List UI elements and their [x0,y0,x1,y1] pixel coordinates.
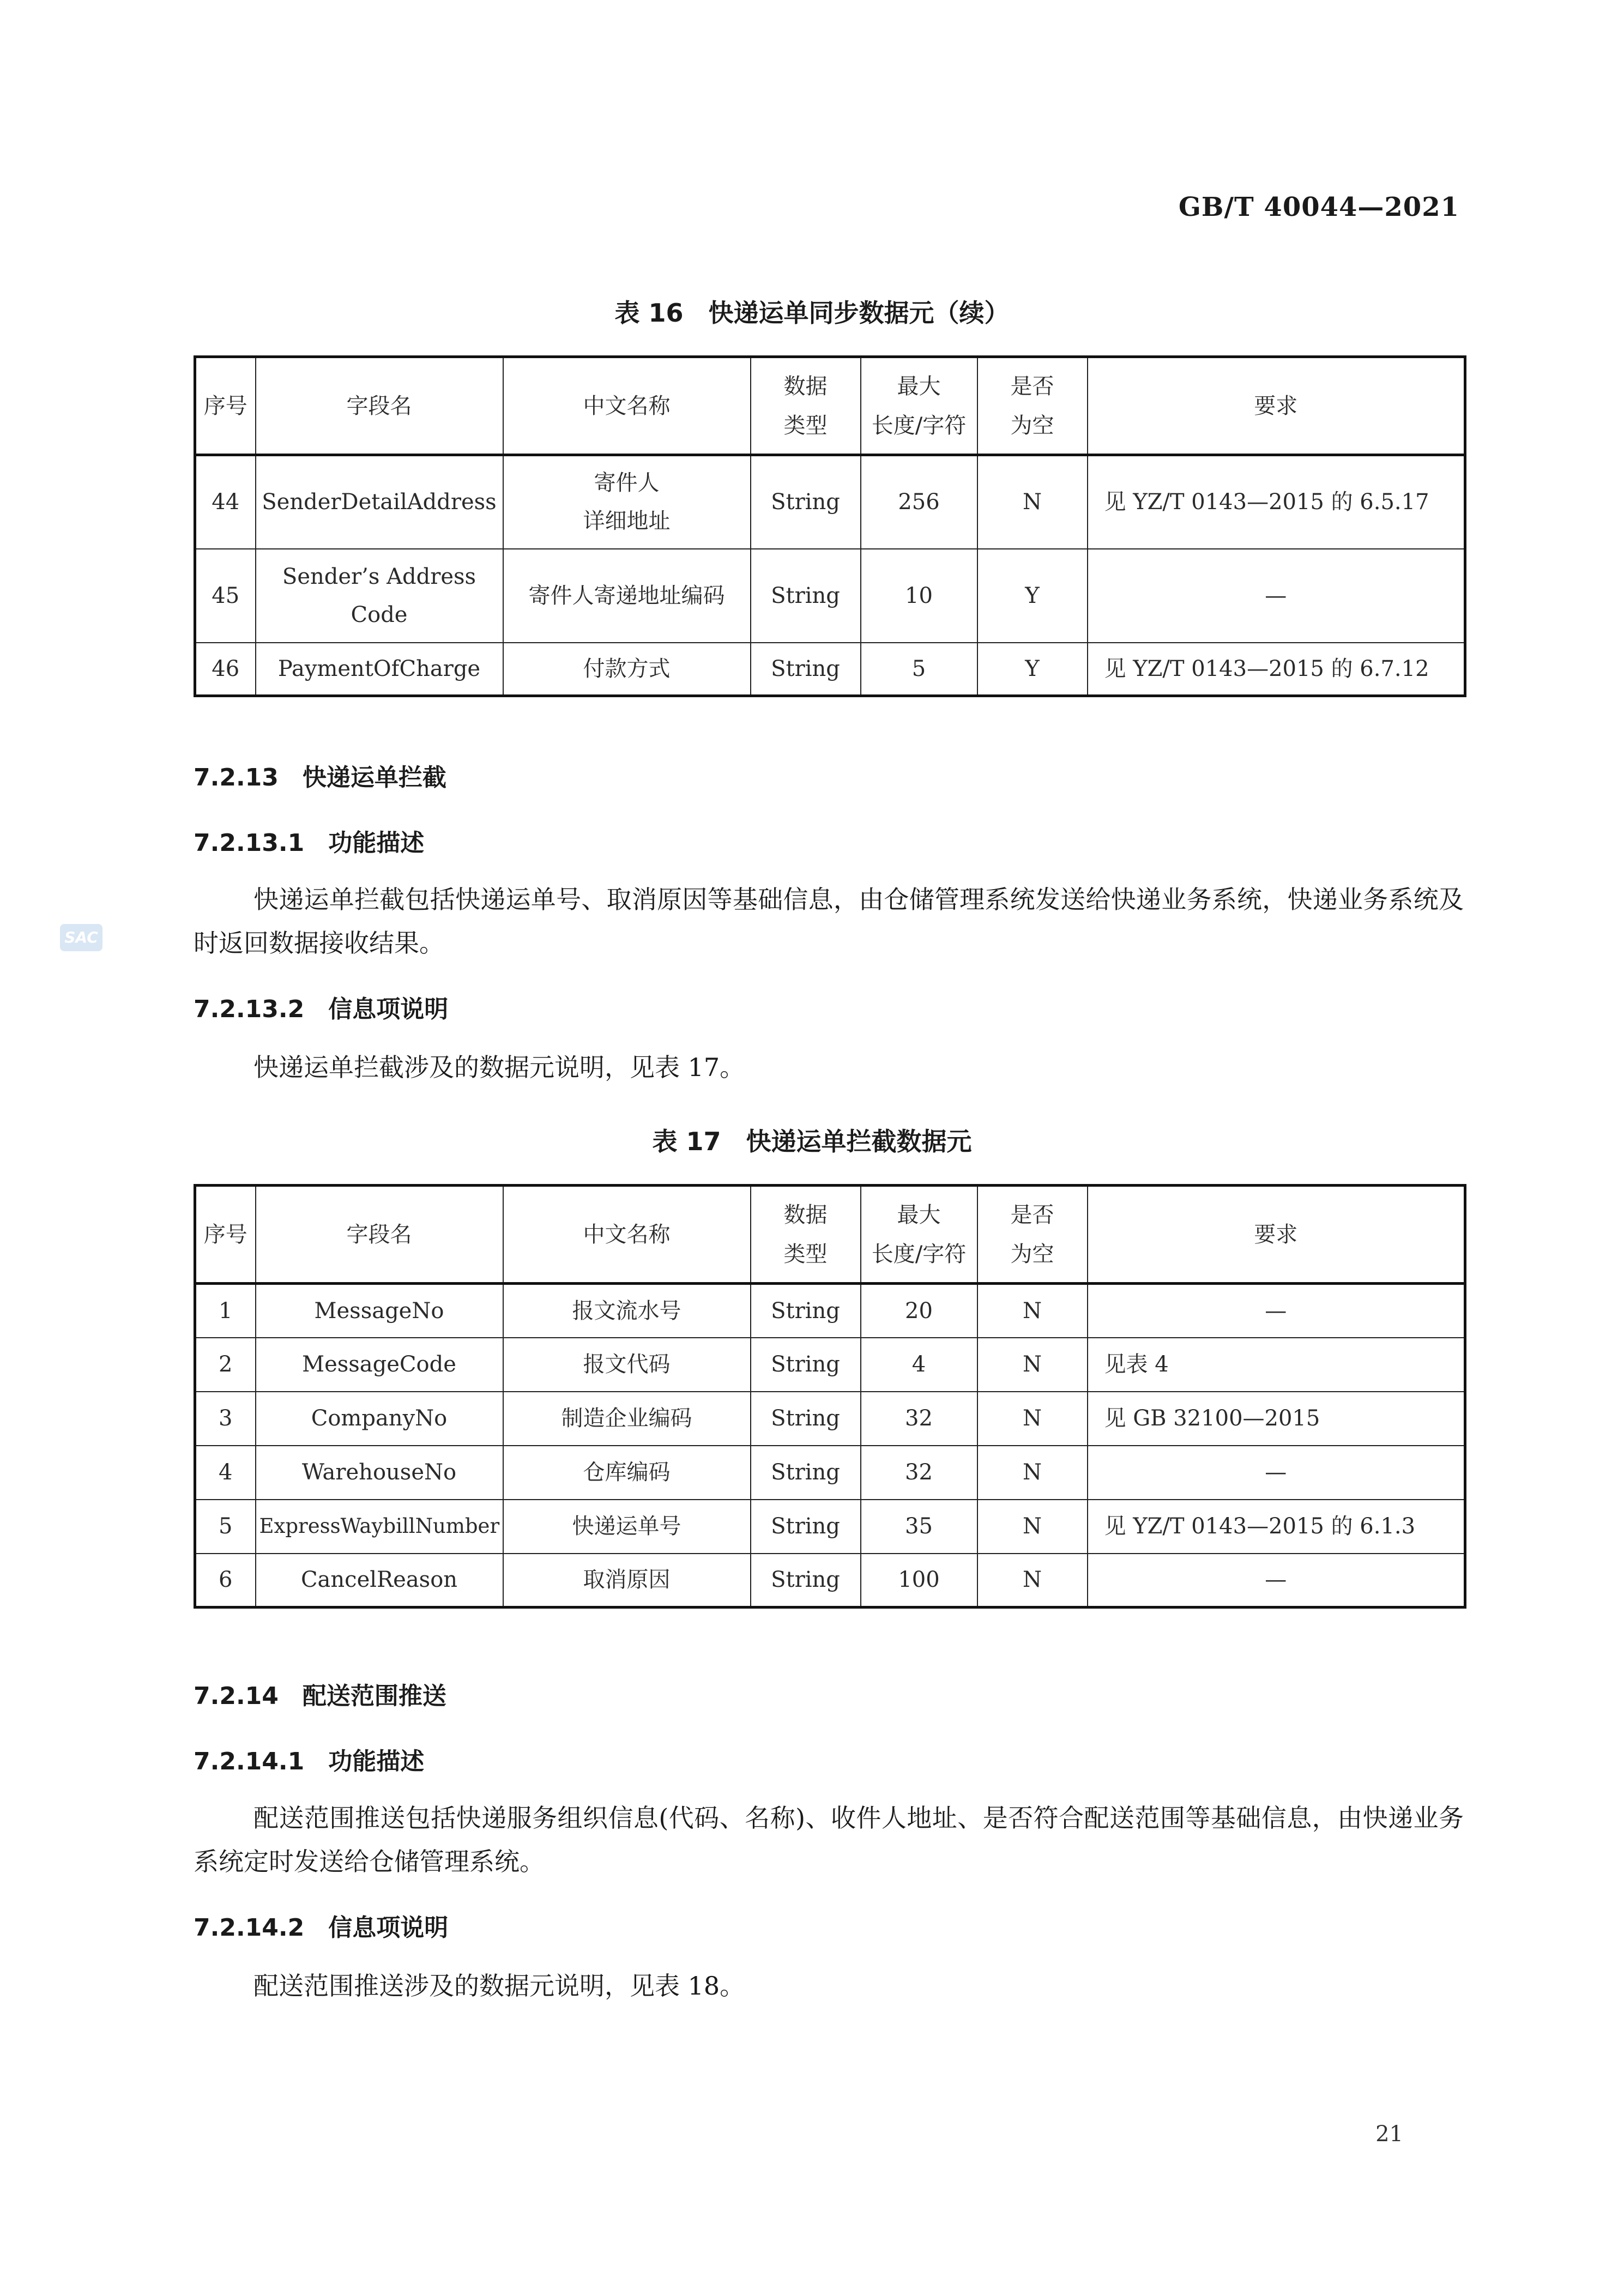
cell-nullable: N [977,1392,1088,1446]
cell-nullable: Y [977,643,1088,696]
cell-requirement: 见 GB 32100—2015 [1088,1392,1465,1446]
cell-cn-name: 报文流水号 [503,1284,751,1338]
header-cell: 序号 [195,357,256,455]
heading-number: 7.2.13.2 [194,995,305,1023]
heading-number: 7.2.14.1 [194,1748,305,1775]
heading-number: 7.2.13.1 [194,829,305,857]
header-cell: 是否 为空 [977,357,1088,455]
table16-caption: 表 16 快递运单同步数据元（续） [614,298,1010,328]
cell-type: String [751,1284,861,1338]
header-cell: 数据 类型 [751,357,861,455]
cell-cn-name: 付款方式 [503,643,751,696]
cell-nullable: N [977,1446,1088,1500]
cell-field: CancelReason [256,1554,503,1608]
subsection-heading-7-2-13-2 [194,989,448,1024]
table16-header-row [195,357,1465,455]
table-row [195,455,1465,549]
table17 [194,1184,1466,1609]
header-cell: 中文名称 [503,357,751,455]
cell-field: WarehouseNo [256,1446,503,1500]
cell-field: SenderDetailAddress [256,455,503,549]
table-row [195,1392,1465,1446]
cell-nullable: N [977,1554,1088,1608]
table-row [195,1284,1465,1338]
table-row [195,1338,1465,1392]
cell-cn-name: 寄件人寄递地址编码 [503,549,751,643]
cell-index: 3 [195,1392,256,1446]
heading-number: 7.2.13 [194,764,279,791]
cell-type: String [751,1338,861,1392]
cell-length: 100 [861,1554,977,1608]
cell-length: 20 [861,1284,977,1338]
cell-type: String [751,1554,861,1608]
cell-cn-name: 快递运单号 [503,1500,751,1554]
heading-number: 7.2.14.2 [194,1914,305,1942]
cell-type: String [751,549,861,643]
header-cell: 序号 [195,1186,256,1284]
cell-type: String [751,1392,861,1446]
page-number: 21 [1375,2122,1403,2147]
header-cell: 最大 长度/字符 [861,1186,977,1284]
table-row [195,549,1465,643]
cell-index: 6 [195,1554,256,1608]
cell-index: 46 [195,643,256,696]
cell-nullable: Y [977,549,1088,643]
cell-nullable: N [977,1284,1088,1338]
cell-field: MessageCode [256,1338,503,1392]
table-row [195,1554,1465,1608]
cell-field: Sender’s Address Code [256,549,503,643]
cell-field: ExpressWaybillNumber [256,1500,503,1554]
cell-length: 32 [861,1446,977,1500]
cell-cn-name: 取消原因 [503,1554,751,1608]
paragraph: 快递运单拦截包括快递运单号、取消原因等基础信息，由仓储管理系统发送给快递业务系统，快递业务系统及时返回数据接收结果。 [194,885,1464,958]
cell-index: 5 [195,1500,256,1554]
header-cell: 字段名 [256,1186,503,1284]
cell-cn-name: 仓库编码 [503,1446,751,1500]
cell-length: 32 [861,1392,977,1446]
header-cell: 数据 类型 [751,1186,861,1284]
cell-type: String [751,643,861,696]
paragraph: 配送范围推送涉及的数据元说明，见表 18。 [253,1971,745,2001]
cell-requirement: — [1088,1446,1465,1500]
cell-index: 45 [195,549,256,643]
heading-text: 配送范围推送 [302,1682,446,1710]
cell-field: CompanyNo [256,1392,503,1446]
cell-index: 4 [195,1446,256,1500]
document-number: GB/T 40044—2021 [1178,192,1459,222]
table-row [195,643,1465,696]
table17-caption: 表 17 快递运单拦截数据元 [652,1127,972,1156]
table-row [195,1446,1465,1500]
cell-type: String [751,1446,861,1500]
table16 [194,355,1466,697]
subsection-heading-7-2-14-1 [194,1742,424,1777]
cell-index: 44 [195,455,256,549]
header-cell: 是否 为空 [977,1186,1088,1284]
cell-length: 10 [861,549,977,643]
section-heading-7-2-14 [194,1676,446,1711]
header-cell: 要求 [1088,1186,1465,1284]
cell-cn-name: 寄件人 详细地址 [503,455,751,549]
cell-cn-name: 报文代码 [503,1338,751,1392]
cell-requirement: — [1088,1554,1465,1608]
paragraph: 配送范围推送包括快递服务组织信息(代码、名称)、收件人地址、是否符合配送范围等基础信息，由快递业务系统定时发送给仓储管理系统。 [194,1803,1464,1876]
cell-length: 35 [861,1500,977,1554]
cell-requirement: 见 YZ/T 0143—2015 的 6.7.12 [1088,643,1465,696]
table-row [195,1500,1465,1554]
cell-index: 1 [195,1284,256,1338]
sac-watermark-logo: SAC [60,924,102,951]
cell-index: 2 [195,1338,256,1392]
heading-number: 7.2.14 [194,1682,279,1710]
heading-text: 信息项说明 [328,995,449,1023]
heading-text: 功能描述 [328,1748,425,1775]
cell-type: String [751,1500,861,1554]
cell-field: PaymentOfCharge [256,643,503,696]
cell-requirement: 见 YZ/T 0143—2015 的 6.1.3 [1088,1500,1465,1554]
cell-nullable: N [977,1338,1088,1392]
header-cell: 字段名 [256,357,503,455]
cell-length: 256 [861,455,977,549]
cell-requirement: 见 YZ/T 0143—2015 的 6.5.17 [1088,455,1465,549]
header-cell: 最大 长度/字符 [861,357,977,455]
cell-type: String [751,455,861,549]
cell-field: MessageNo [256,1284,503,1338]
heading-text: 功能描述 [328,829,425,857]
header-cell: 中文名称 [503,1186,751,1284]
cell-cn-name: 制造企业编码 [503,1392,751,1446]
section-heading-7-2-13 [194,758,446,793]
cell-requirement: — [1088,549,1465,643]
cell-nullable: N [977,1500,1088,1554]
subsection-heading-7-2-13-1 [194,823,424,858]
table17-header-row [195,1186,1465,1284]
heading-text: 信息项说明 [328,1914,449,1942]
cell-requirement: 见表 4 [1088,1338,1465,1392]
header-cell: 要求 [1088,357,1465,455]
subsection-heading-7-2-14-2 [194,1908,448,1943]
cell-requirement: — [1088,1284,1465,1338]
cell-nullable: N [977,455,1088,549]
cell-length: 5 [861,643,977,696]
paragraph: 快递运单拦截涉及的数据元说明，见表 17。 [253,1053,745,1082]
heading-text: 快递运单拦截 [302,764,446,791]
cell-length: 4 [861,1338,977,1392]
